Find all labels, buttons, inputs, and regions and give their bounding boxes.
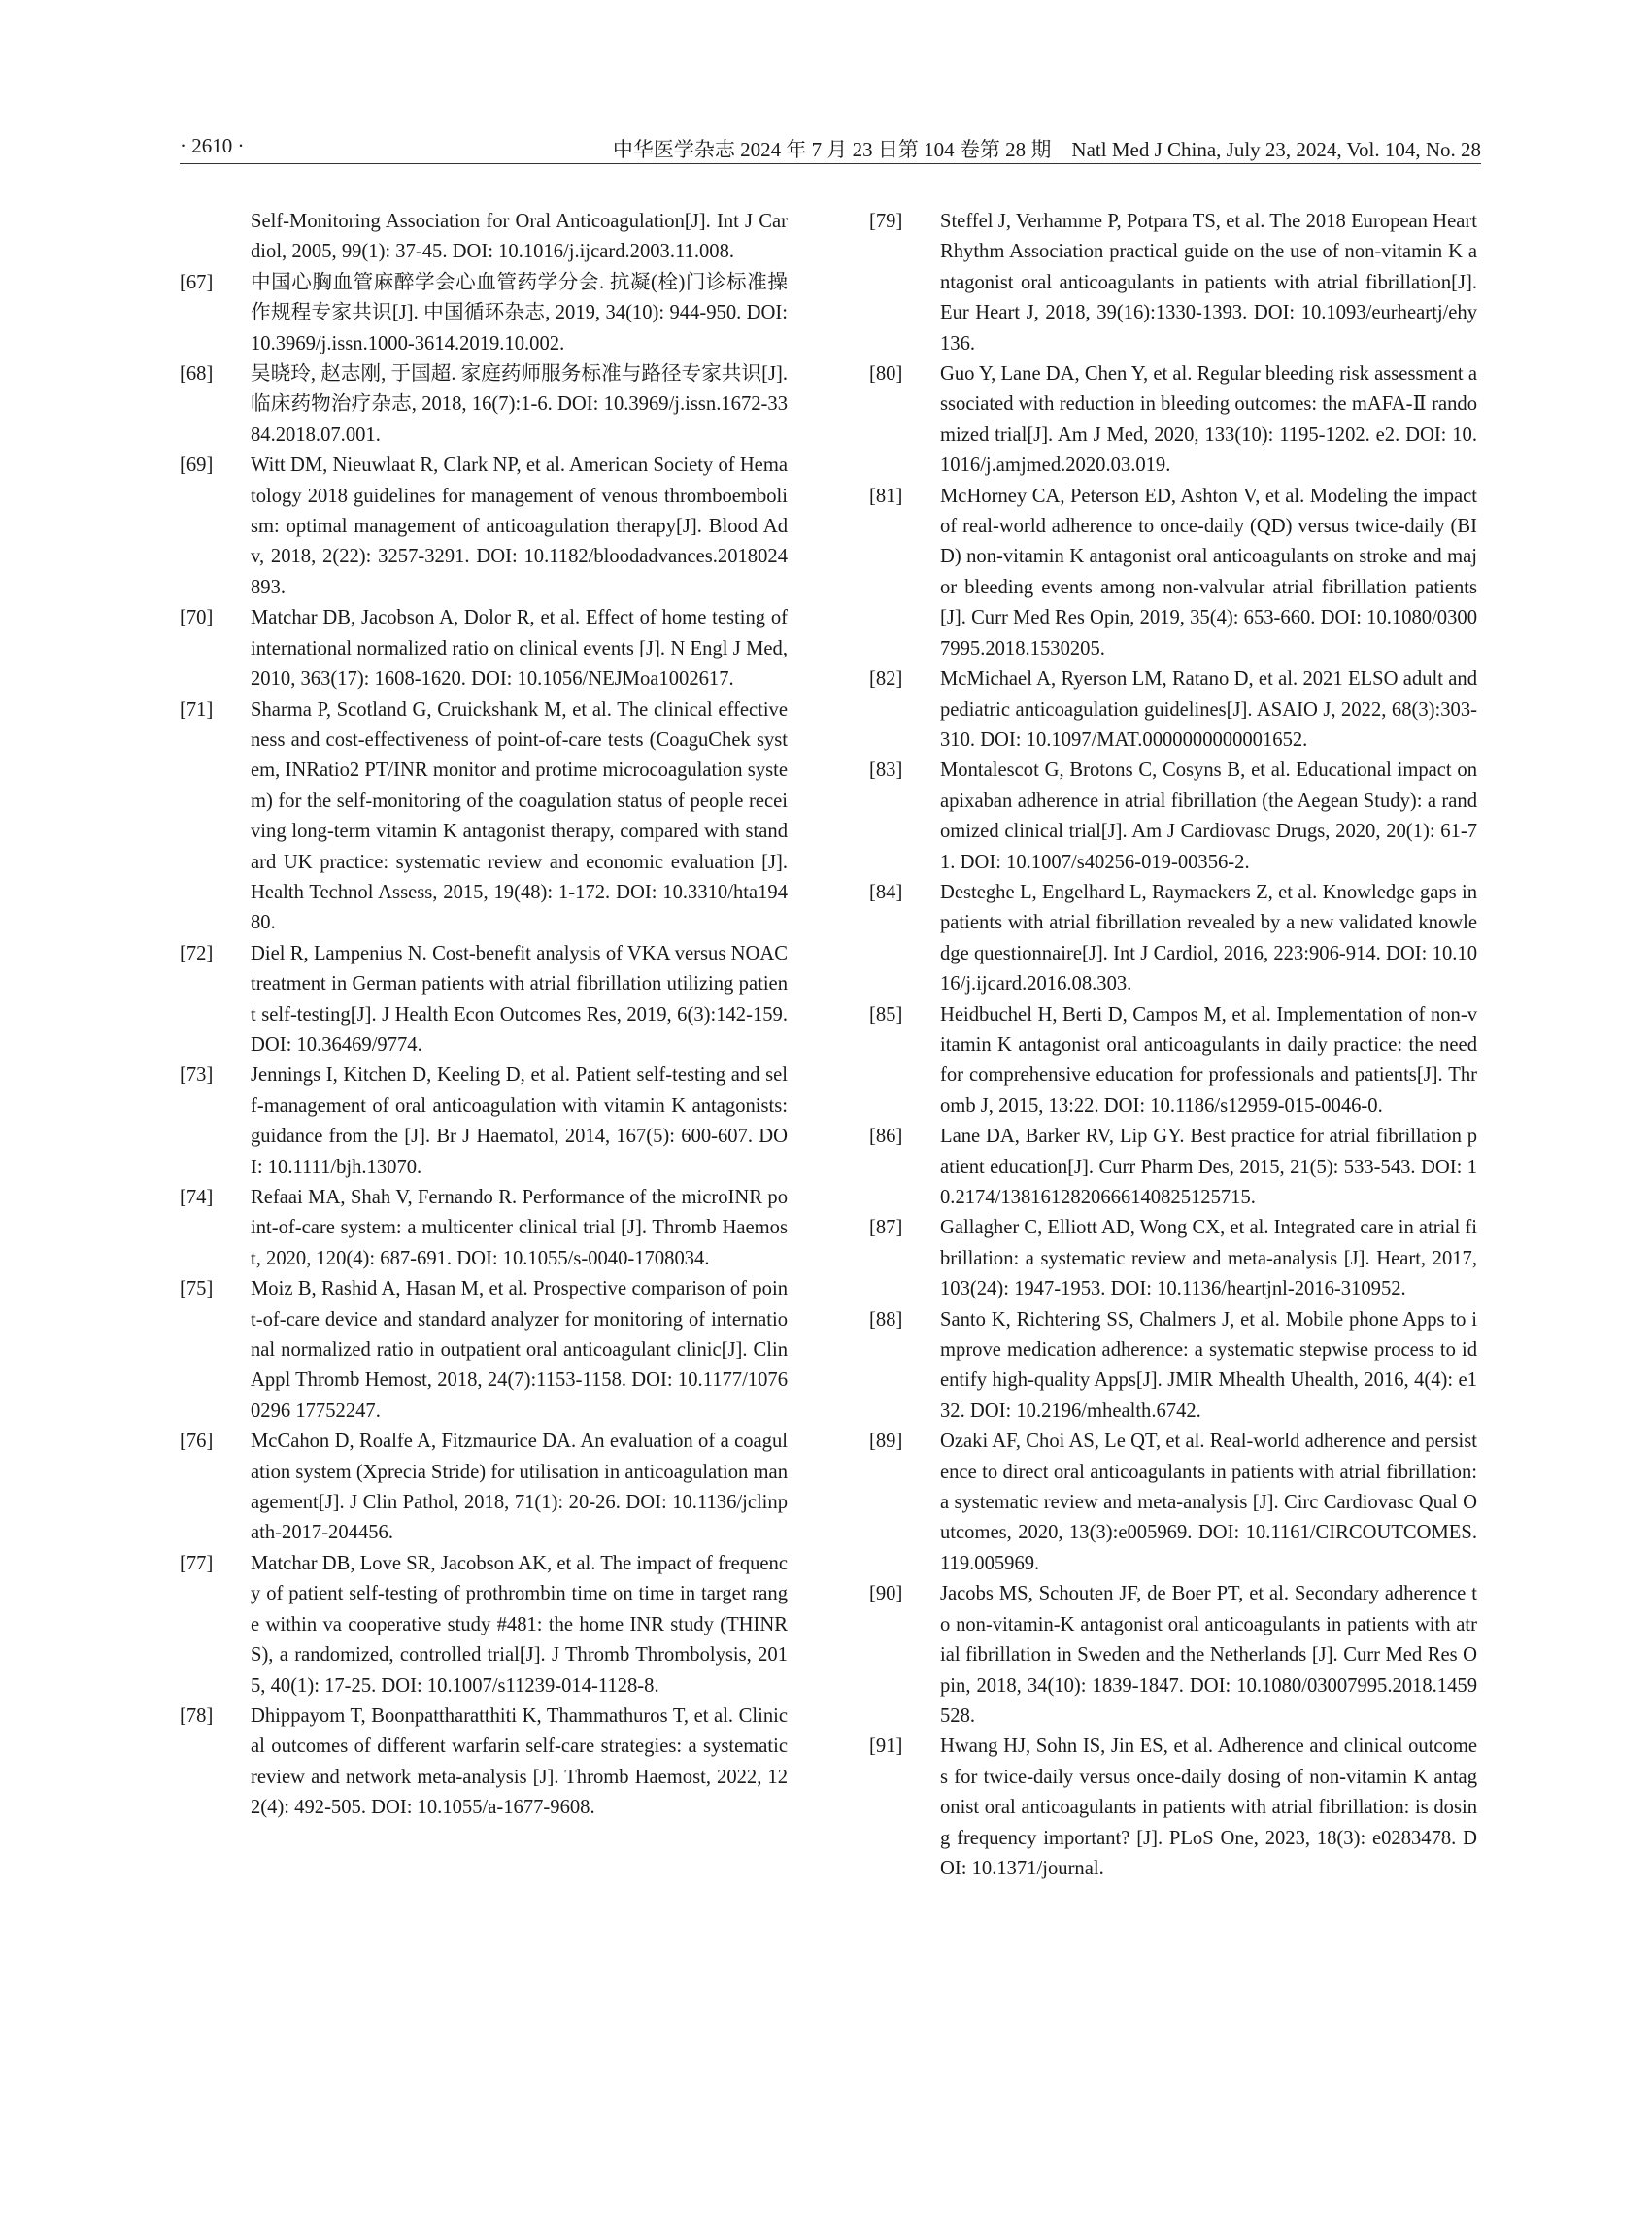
reference-text: Ozaki AF, Choi AS, Le QT, et al. Real-world adherence and persistence to direct oral anticoagulants in patients with atrial fibrillation: a systematic review and meta-analysis [J]. Circ Cardiovasc Qual Outcomes, 2020, 13(3):e005969. DOI: 10.1161/CIRCOUTCOMES.119.005969. xyxy=(940,1431,1477,1574)
reference-number: [67] xyxy=(180,271,214,293)
reference-text: Dhippayom T, Boonpattharatthiti K, Thammathuros T, et al. Clinical outcomes of different warfarin self-care strategies: a systematic review and network meta-analysis [J]. Thromb Haemost, 2022, 122(4): 492-505. DOI: 10.1055/a-1677-9608. xyxy=(251,1704,788,1819)
reference-entry xyxy=(869,1000,1477,1123)
reference-text: McCahon D, Roalfe A, Fitzmaurice DA. An evaluation of a coagulation system (Xprecia Stride) for utilisation in anticoagulation management[J]. J Clin Pathol, 2018, 71(1): 20-26. DOI: 10.1136/jclinpath-2017-204456. xyxy=(251,1431,788,1544)
reference-text: Gallagher C, Elliott AD, Wong CX, et al. Integrated care in atrial fibrillation: a systematic review and meta-analysis [J]. Heart, 2017, 103(24): 1947-1953. DOI: 10.1136/heartjnl-2016-310952. xyxy=(940,1217,1477,1300)
reference-number: [81] xyxy=(869,485,903,507)
reference-text: 吴晓玲, 赵志刚, 于国超. 家庭药师服务标准与路径专家共识[J]. 临床药物治疗杂志, 2018, 16(7):1-6. DOI: 10.3969/j.issn.1672-3384.2018.07.001. xyxy=(251,363,788,446)
reference-number: [69] xyxy=(180,455,214,477)
reference-number: [76] xyxy=(180,1431,214,1453)
reference-entry xyxy=(180,1427,788,1549)
reference-entry xyxy=(869,878,1477,1000)
reference-number: [85] xyxy=(869,1003,903,1026)
reference-number: [73] xyxy=(180,1064,214,1087)
reference-entry xyxy=(869,207,1477,359)
reference-number: [83] xyxy=(869,759,903,782)
reference-text: Desteghe L, Engelhard L, Raymaekers Z, et al. Knowledge gaps in patients with atrial fibrillation revealed by a new validated knowledge questionnaire[J]. Int J Cardiol, 2016, 223:906-914. DOI: 10.1016/j.ijcard.2016.08.303. xyxy=(940,881,1477,995)
reference-number: [72] xyxy=(180,942,214,964)
reference-number: [71] xyxy=(180,698,214,721)
reference-entry xyxy=(869,482,1477,664)
reference-entry xyxy=(180,939,788,1062)
running-header xyxy=(180,130,1481,164)
reference-entry xyxy=(869,1579,1477,1732)
reference-number: [68] xyxy=(180,363,214,386)
reference-number: [87] xyxy=(869,1217,903,1239)
reference-text: 中国心胸血管麻醉学会心血管药学分会. 抗凝(栓)门诊标准操作规程专家共识[J]. 中国循环杂志, 2019, 34(10): 944-950. DOI: 10.3969/j.issn.1000-3614.2019.10.002. xyxy=(251,271,788,354)
reference-text: Jennings I, Kitchen D, Keeling D, et al. Patient self-testing and self-management of oral anticoagulation with vitamin K antagonists: guidance from the [J]. Br J Haematol, 2014, 167(5): 600-607. DOI: 10.1111/bjh.13070. xyxy=(251,1064,788,1178)
reference-number: [91] xyxy=(869,1736,903,1758)
reference-entry xyxy=(869,359,1477,482)
reference-number: [70] xyxy=(180,607,214,629)
reference-entry xyxy=(180,1183,788,1274)
reference-entry xyxy=(180,359,788,451)
reference-entry xyxy=(869,664,1477,756)
reference-text: Guo Y, Lane DA, Chen Y, et al. Regular bleeding risk assessment associated with reduction in bleeding outcomes: the mAFA-Ⅱ randomized trial[J]. Am J Med, 2020, 133(10): 1195-1202. e2. DOI: 10.1016/j.amjmed.2020.03.019. xyxy=(940,363,1477,477)
reference-text: Montalescot G, Brotons C, Cosyns B, et al. Educational impact on apixaban adherence in atrial fibrillation (the Aegean Study): a randomized clinical trial[J]. Am J Cardiovasc Drugs, 2020, 20(1): 61-71. DOI: 10.1007/s40256-019-00356-2. xyxy=(940,759,1477,873)
reference-number: [77] xyxy=(180,1552,214,1574)
reference-number: [75] xyxy=(180,1278,214,1300)
reference-entry xyxy=(869,1732,1477,1884)
reference-entry xyxy=(180,603,788,694)
reference-text: Moiz B, Rashid A, Hasan M, et al. Prospective comparison of point-of-care device and standard analyzer for monitoring of international normalized ratio in outpatient oral anticoagulant clinic[J]. Clin Appl Thromb Hemost, 2018, 24(7):1153-1158. DOI: 10.1177/10760296 17752247. xyxy=(251,1278,788,1422)
journal-citation-line: 中华医学杂志 2024 年 7 月 23 日第 104 卷第 28 期 Natl Med J China, July 23, 2024, Vol. 104, No. 28 xyxy=(612,138,1481,161)
reference-number: [84] xyxy=(869,881,903,903)
reference-text: McHorney CA, Peterson ED, Ashton V, et al. Modeling the impact of real-world adherence to once-daily (QD) versus twice-daily (BID) non-vitamin K antagonist oral anticoagulants on stroke and major bleeding events among non-valvular atrial fibrillation patients[J]. Curr Med Res Opin, 2019, 35(4): 653-660. DOI: 10.1080/03007995.2018.1530205. xyxy=(940,485,1477,659)
reference-entry xyxy=(869,1305,1477,1428)
reference-entry xyxy=(869,1427,1477,1579)
reference-list-right-column xyxy=(869,207,1477,1884)
reference-entry xyxy=(180,1061,788,1183)
reference-number: [79] xyxy=(869,211,903,232)
reference-entry xyxy=(180,451,788,603)
reference-text: Sharma P, Scotland G, Cruickshank M, et al. The clinical effectiveness and cost-effectiveness of point-of-care tests (CoaguChek system, INRatio2 PT/INR monitor and protime microcoagulation system) for the self-monitoring of the coagulation status of people receiving long-term vitamin K antagonist therapy, compared with standard UK practice: systematic review and economic evaluation [J]. Health Technol Assess, 2015, 19(48): 1-172. DOI: 10.3310/hta19480. xyxy=(251,698,788,934)
reference-text: Refaai MA, Shah V, Fernando R. Performance of the microINR point-of-care system: a multicenter clinical trial [J]. Thromb Haemost, 2020, 120(4): 687-691. DOI: 10.1055/s-0040-1708034. xyxy=(251,1187,788,1269)
reference-entry xyxy=(180,268,788,359)
reference-number: [80] xyxy=(869,363,903,386)
reference-text: Witt DM, Nieuwlaat R, Clark NP, et al. American Society of Hematology 2018 guidelines for management of venous thromboembolism: optimal management of anticoagulation therapy[J]. Blood Adv, 2018, 2(22): 3257-3291. DOI: 10.1182/bloodadvances.2018024893. xyxy=(251,455,788,598)
reference-text: Heidbuchel H, Berti D, Campos M, et al. Implementation of non-vitamin K antagonist oral anticoagulants in daily practice: the need for comprehensive education for professionals and patients[J]. Thromb J, 2015, 13:22. DOI: 10.1186/s12959-015-0046-0. xyxy=(940,1003,1477,1117)
reference-entry xyxy=(180,695,788,939)
reference-text: Diel R, Lampenius N. Cost-benefit analysis of VKA versus NOAC treatment in German patients with atrial fibrillation utilizing patient self-testing[J]. J Health Econ Outcomes Res, 2019, 6(3):142-159. DOI: 10.36469/9774. xyxy=(251,942,788,1056)
reference-entry xyxy=(180,1274,788,1427)
reference-entry xyxy=(180,1549,788,1702)
reference-number: [90] xyxy=(869,1583,903,1605)
reference-entry xyxy=(869,1122,1477,1213)
reference-text: Matchar DB, Love SR, Jacobson AK, et al. The impact of frequency of patient self-testing of prothrombin time on time in target range within va cooperative study #481: the home INR study (THINRS), a randomized, controlled trial[J]. J Thromb Thrombolysis, 2015, 40(1): 17-25. DOI: 10.1007/s11239-014-1128-8. xyxy=(251,1552,788,1697)
reference-text: Hwang HJ, Sohn IS, Jin ES, et al. Adherence and clinical outcomes for twice-daily versus once-daily dosing of non-vitamin K antagonist oral anticoagulants in patients with atrial fibrillation: is dosing frequency important? [J]. PLoS One, 2023, 18(3): e0283478. DOI: 10.1371/journal. xyxy=(940,1736,1477,1879)
reference-entry xyxy=(869,1213,1477,1304)
reference-number: [88] xyxy=(869,1308,903,1331)
reference-number: [74] xyxy=(180,1187,214,1208)
reference-entry xyxy=(180,1702,788,1824)
reference-text: Jacobs MS, Schouten JF, de Boer PT, et al. Secondary adherence to non-vitamin-K antagonist oral anticoagulants in patients with atrial fibrillation in Sweden and the Netherlands [J]. Curr Med Res Opin, 2018, 34(10): 1839-1847. DOI: 10.1080/03007995.2018.1459528. xyxy=(940,1583,1477,1727)
page-number: · 2610 · xyxy=(180,134,245,157)
reference-entry xyxy=(180,207,788,268)
reference-number: [86] xyxy=(869,1126,903,1148)
reference-text: Self-Monitoring Association for Oral Anticoagulation[J]. Int J Cardiol, 2005, 99(1): 37-45. DOI: 10.1016/j.ijcard.2003.11.008. xyxy=(251,211,788,263)
reference-number: [78] xyxy=(180,1704,214,1727)
reference-entry xyxy=(869,756,1477,878)
reference-text: Steffel J, Verhamme P, Potpara TS, et al. The 2018 European Heart Rhythm Association practical guide on the use of non-vitamin K antagonist oral anticoagulants in patients with atrial fibrillation[J]. Eur Heart J, 2018, 39(16):1330-1393. DOI: 10.1093/eurheartj/ehy136. xyxy=(940,211,1477,354)
reference-list-left-column xyxy=(180,207,788,1824)
reference-text: Lane DA, Barker RV, Lip GY. Best practice for atrial fibrillation patient education[J]. Curr Pharm Des, 2015, 21(5): 533-543. DOI: 10.2174/1381612820666140825125715. xyxy=(940,1126,1477,1208)
reference-text: Matchar DB, Jacobson A, Dolor R, et al. Effect of home testing of international normalized ratio on clinical events [J]. N Engl J Med, 2010, 363(17): 1608-1620. DOI: 10.1056/NEJMoa1002617. xyxy=(251,607,788,691)
reference-text: Santo K, Richtering SS, Chalmers J, et al. Mobile phone Apps to improve medication adherence: a systematic stepwise process to identify high-quality Apps[J]. JMIR Mhealth Uhealth, 2016, 4(4): e132. DOI: 10.2196/mhealth.6742. xyxy=(940,1308,1477,1422)
reference-number: [82] xyxy=(869,668,903,691)
reference-text: McMichael A, Ryerson LM, Ratano D, et al. 2021 ELSO adult and pediatric anticoagulation guidelines[J]. ASAIO J, 2022, 68(3):303-310. DOI: 10.1097/MAT.0000000000001652. xyxy=(940,668,1477,751)
reference-number: [89] xyxy=(869,1431,903,1453)
